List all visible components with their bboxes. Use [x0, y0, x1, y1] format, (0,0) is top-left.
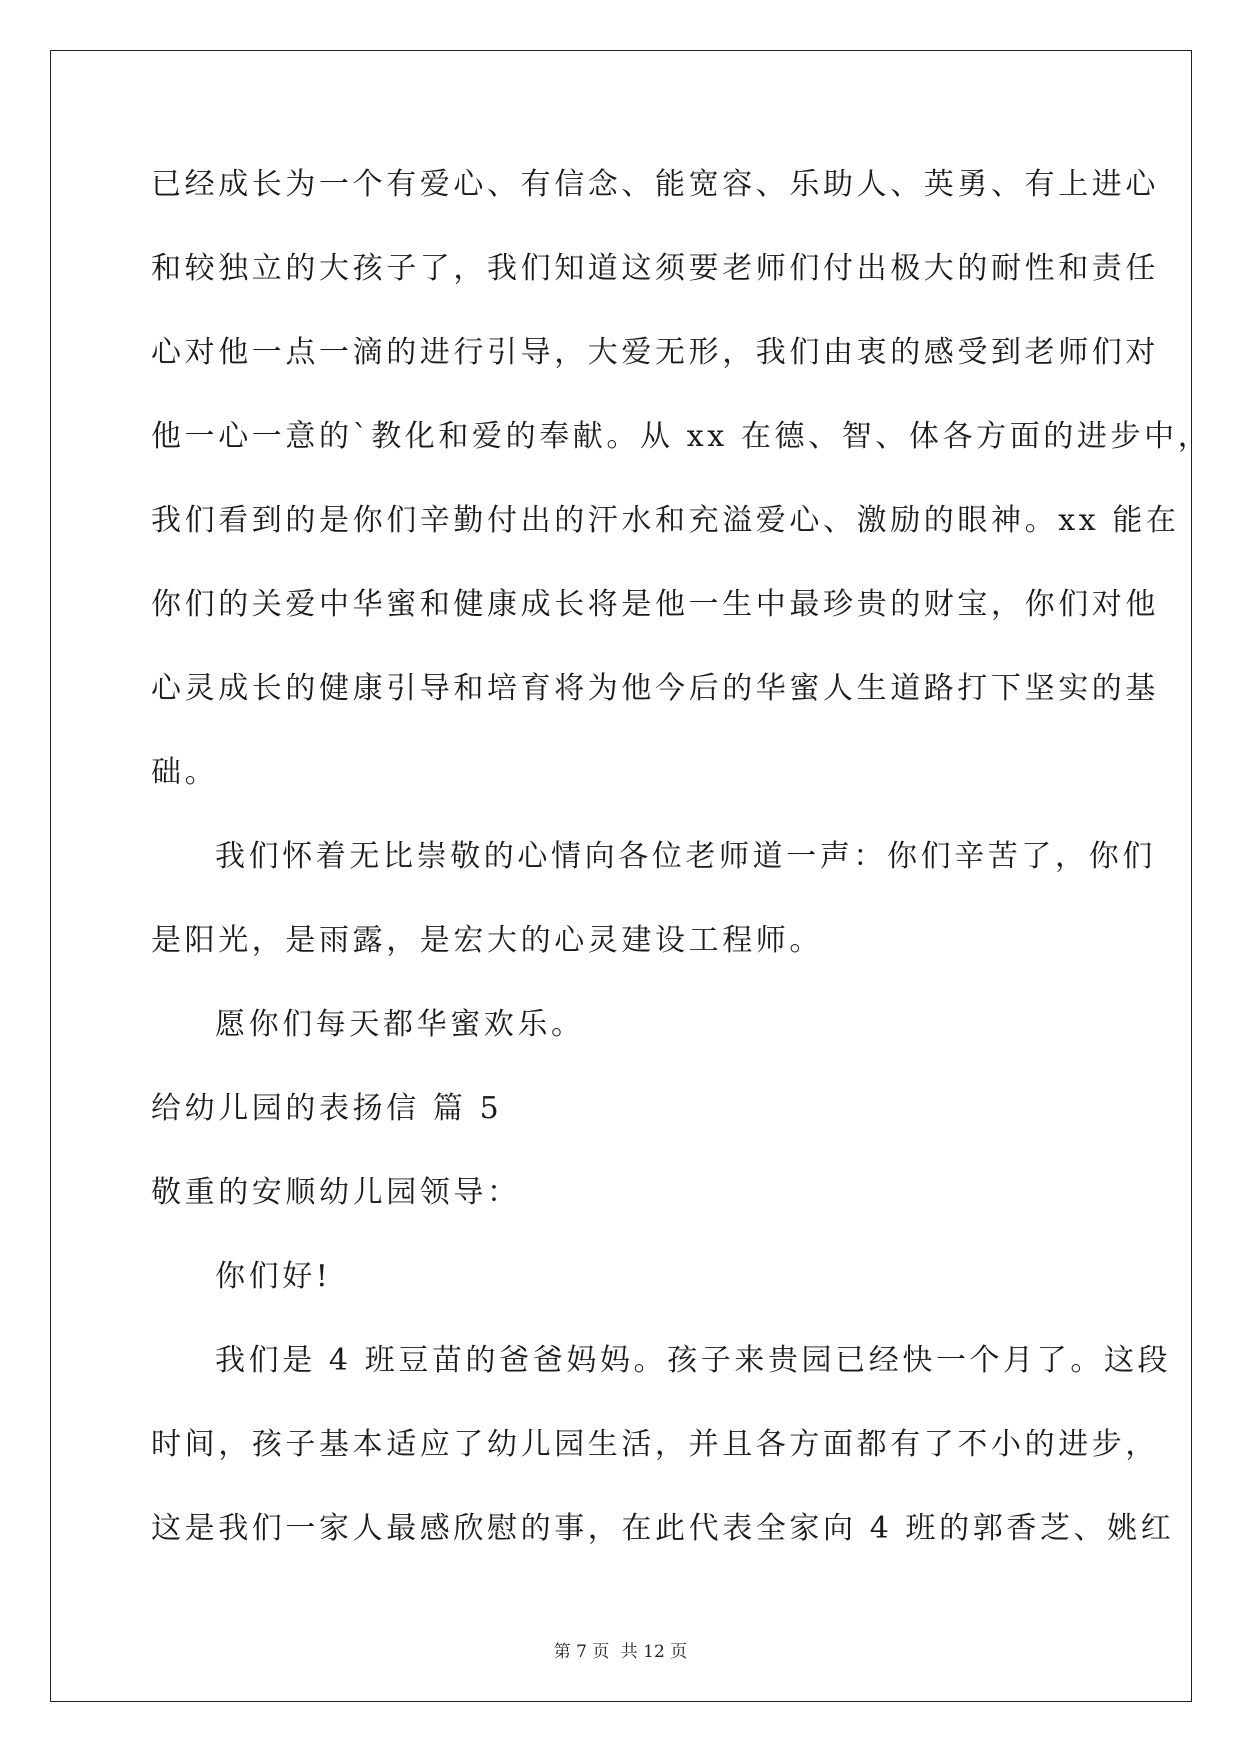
- text-line: 他一心一意的`教化和爱的奉献。从 xx 在德、智、体各方面的进步中，: [151, 419, 1212, 454]
- text-line: 心对他一点一滴的进行引导，大爱无形，我们由衷的感受到老师们对: [151, 335, 1159, 370]
- greeting: 你们好!: [215, 1259, 332, 1294]
- text-line: 你们的关爱中华蜜和健康成长将是他一生中最珍贵的财宝，你们对他: [151, 587, 1159, 622]
- page-footer: [0, 1637, 1241, 1662]
- text-line: 是阳光，是雨露，是宏大的心灵建设工程师。: [151, 923, 823, 958]
- text-line: 和较独立的大孩子了，我们知道这须要老师们付出极大的耐性和责任: [151, 251, 1159, 286]
- page-total: 共 12 页: [620, 1642, 688, 1662]
- page-number: 第 7 页: [553, 1642, 610, 1662]
- text-line: 愿你们每天都华蜜欢乐。: [215, 1007, 585, 1042]
- text-line: 我们怀着无比崇敬的心情向各位老师道一声：你们辛苦了，你们: [215, 839, 1156, 874]
- text-line: 这是我们一家人最感欣慰的事，在此代表全家向 4 班的郭香芝、姚红: [151, 1511, 1175, 1546]
- text-line: 时间，孩子基本适应了幼儿园生活，并且各方面都有了不小的进步，: [151, 1427, 1159, 1462]
- section-heading: 给幼儿园的表扬信 篇 5: [151, 1091, 503, 1126]
- text-line: 已经成长为一个有爱心、有信念、能宽容、乐助人、英勇、有上进心: [151, 167, 1159, 202]
- text-line: 我们看到的是你们辛勤付出的汗水和充溢爱心、激励的眼神。xx 能在: [151, 503, 1180, 538]
- text-line: 础。: [151, 755, 219, 790]
- text-line: 我们是 4 班豆苗的爸爸妈妈。孩子来贵园已经快一个月了。这段: [215, 1343, 1172, 1378]
- text-line: 心灵成长的健康引导和培育将为他今后的华蜜人生道路打下坚实的基: [151, 671, 1159, 706]
- salutation: 敬重的安顺幼儿园领导：: [151, 1175, 521, 1210]
- document-body: [151, 160, 1212, 1588]
